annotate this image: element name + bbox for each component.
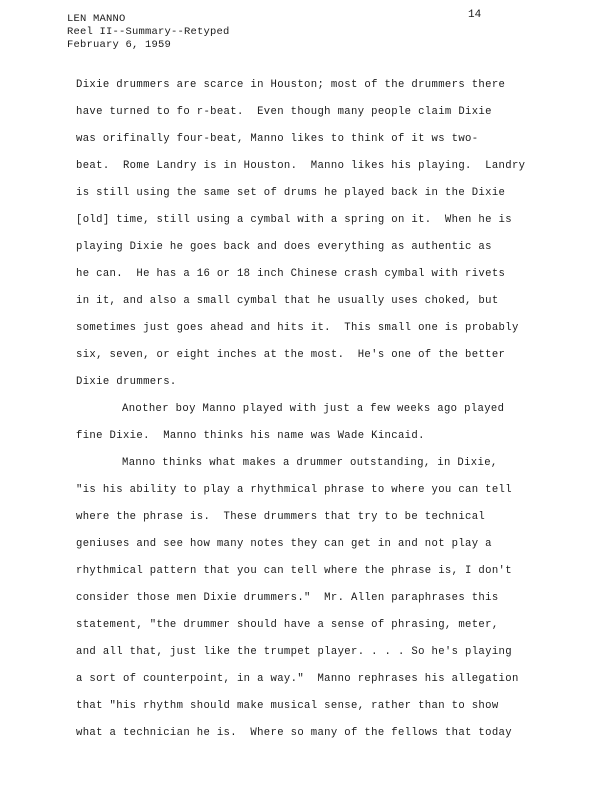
body-line: Dixie drummers.	[76, 376, 177, 388]
body-line: in it, and also a small cymbal that he usually uses choked, but	[76, 295, 499, 307]
body-line: he can. He has a 16 or 18 inch Chinese crash cymbal with rivets	[76, 268, 506, 280]
page-number: 14	[468, 9, 482, 21]
header-reel: Reel II--Summary--Retyped	[67, 26, 230, 38]
body-line: and all that, just like the trumpet player. . . . So he's playing	[76, 646, 512, 658]
body-line: Another boy Manno played with just a few weeks ago played	[122, 403, 505, 415]
body-line: [old] time, still using a cymbal with a spring on it. When he is	[76, 214, 512, 226]
body-line: consider those men Dixie drummers." Mr. Allen paraphrases this	[76, 592, 499, 604]
body-line: what a technician he is. Where so many of the fellows that today	[76, 727, 512, 739]
body-line: "is his ability to play a rhythmical phrase to where you can tell	[76, 484, 512, 496]
body-line: Manno thinks what makes a drummer outstanding, in Dixie,	[122, 457, 498, 469]
body-line: rhythmical pattern that you can tell where the phrase is, I don't	[76, 565, 512, 577]
body-line: that "his rhythm should make musical sense, rather than to show	[76, 700, 499, 712]
body-line: was orifinally four-beat, Manno likes to think of it ws two-	[76, 133, 479, 145]
header-name: LEN MANNO	[67, 13, 126, 25]
body-line: where the phrase is. These drummers that try to be technical	[76, 511, 486, 523]
body-line: have turned to fo r-beat. Even though many people claim Dixie	[76, 106, 492, 118]
body-line: statement, "the drummer should have a sense of phrasing, meter,	[76, 619, 499, 631]
body-line: beat. Rome Landry is in Houston. Manno likes his playing. Landry	[76, 160, 526, 172]
body-line: playing Dixie he goes back and does everything as authentic as	[76, 241, 492, 253]
body-line: sometimes just goes ahead and hits it. This small one is probably	[76, 322, 519, 334]
body-line: Dixie drummers are scarce in Houston; most of the drummers there	[76, 79, 506, 91]
header-date: February 6, 1959	[67, 39, 172, 51]
body-line: a sort of counterpoint, in a way." Manno rephrases his allegation	[76, 673, 519, 685]
body-line: is still using the same set of drums he played back in the Dixie	[76, 187, 506, 199]
body-line: fine Dixie. Manno thinks his name was Wade Kincaid.	[76, 430, 425, 442]
body-line: six, seven, or eight inches at the most. He's one of the better	[76, 349, 506, 361]
body-line: geniuses and see how many notes they can get in and not play a	[76, 538, 492, 550]
